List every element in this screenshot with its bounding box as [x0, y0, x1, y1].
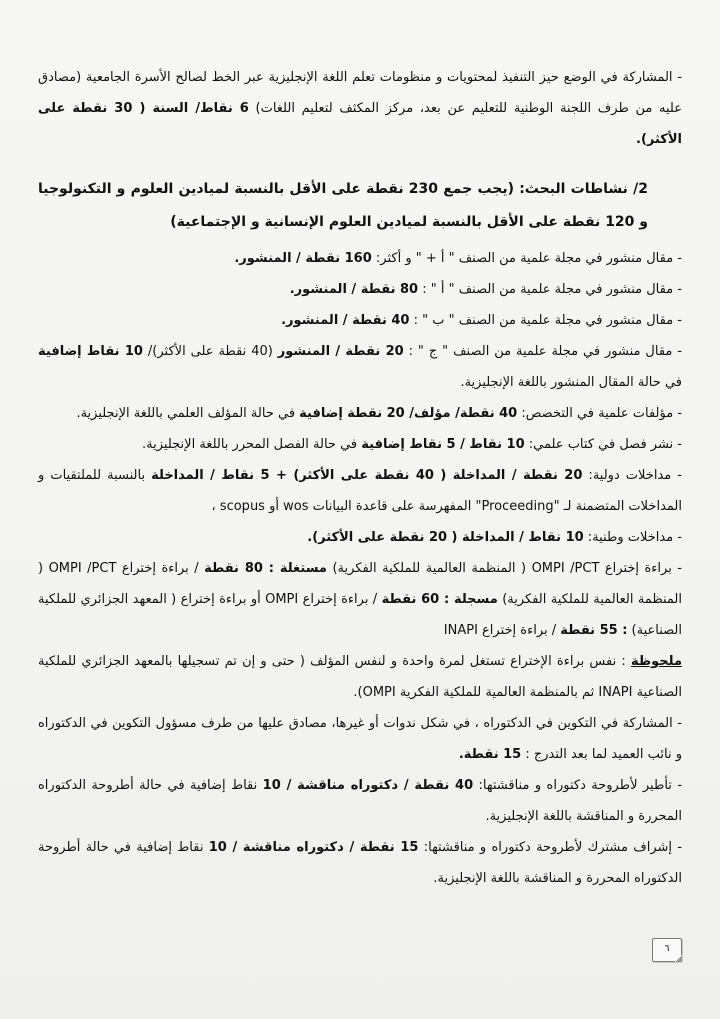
- patent-text: / براءة إختراع OMPI /PCT ( المنظمة العالمية للملكية الفكرية): [38, 561, 682, 607]
- item-points: 40 نقطة / دكتوراه مناقشة / 10: [262, 778, 474, 793]
- item-tail: نقاط إضافية في حالة أطروحة الدكتوراه المحررة و المناقشة باللغة الإنجليزية.: [38, 778, 682, 824]
- item-points: 15 نقطة / دكتوراه مناقشة / 10: [208, 840, 419, 855]
- item-label: - إشراف مشترك لأطروحة دكتوراه و مناقشتها:: [418, 840, 682, 855]
- item-points: 10 نقاط / 5 نقاط إضافية: [361, 437, 525, 452]
- patent-status: مسجلة: [453, 592, 498, 607]
- document-body: [38, 62, 682, 894]
- section-title: نشاطات البحث: (يجب جمع 230 نقطة على الأقل بالنسبة لميادين العلوم و التكنولوجيا و 120 نقطة على الأقل بالنسبة لميادين العلوم الإنسانية و الإجتماعية): [38, 181, 648, 230]
- item-article-c: [38, 336, 682, 398]
- note-text: : نفس براءة الإختراع تستغل لمرة واحدة و لنفس المؤلف ( حتى و إن تم تسجيلها بالمعهد الجزائري للملكية الصناعية INAPI ثم بالمنظمة العالمية للملكية الفكرية OMPI).: [38, 654, 682, 700]
- item-max: ( 40 نقطة على الأكثر): [286, 468, 453, 483]
- patent-points: : 60 نقطة: [381, 592, 454, 607]
- item-extra-points: + 5 نقاط / المداخلة: [151, 468, 287, 483]
- item-book-chapter: [38, 429, 682, 460]
- note-patent: [38, 646, 682, 708]
- page-number: ٦: [652, 938, 682, 962]
- points-language-platforms: 6 نقاط/ السنة ( 30 نقطة على الأكثر).: [38, 101, 682, 147]
- item-international-talks: [38, 460, 682, 522]
- paragraph-language-platforms: [38, 62, 682, 155]
- item-extra-points: 10 نقاط إضافية: [38, 344, 143, 359]
- item-national-talks: [38, 522, 682, 553]
- item-article-b: [38, 305, 682, 336]
- text-language-platforms: - المشاركة في الوضع حيز التنفيذ لمحتويات و منظومات تعلم اللغة الإنجليزية عبر الخط لصالح الأسرة الجامعية (مصادق عليه من طرف اللجنة الوطنية للتعليم عن بعد، مركز المكثف لتعليم اللغات): [38, 70, 682, 116]
- item-label: - تأطير لأطروحة دكتوراه و مناقشتها:: [473, 778, 683, 793]
- item-points: 20 نقطة / المداخلة: [452, 468, 583, 483]
- item-label: - المشاركة في التكوين في الدكتوراه ، في شكل ندوات أو غيرها، مصادق عليها من طرف مسؤول التكوين في الدكتوراه و نائب العميد لما بعد التدرج :: [38, 716, 682, 762]
- item-points: 15 نقطة.: [458, 747, 522, 762]
- patent-status: مستغلة: [279, 561, 327, 576]
- item-label: - مقال منشور في مجلة علمية من الصنف " ب " :: [409, 313, 682, 328]
- item-label: - مقال منشور في مجلة علمية من الصنف " ج " :: [403, 344, 682, 359]
- section-heading-research: [38, 173, 682, 239]
- item-thesis-cosupervision: [38, 832, 682, 894]
- item-doctoral-training: [38, 708, 682, 770]
- item-points: 10 نقاط / المداخلة ( 20 نقطة على الأكثر).: [307, 530, 584, 545]
- item-points: 160 نقطة / المنشور.: [234, 251, 372, 266]
- item-label: - مقال منشور في مجلة علمية من الصنف " أ " :: [418, 282, 682, 297]
- item-label: - مداخلات وطنية:: [583, 530, 682, 545]
- item-points: 20 نقطة / المنشور: [277, 344, 404, 359]
- section-number: 2/: [633, 181, 648, 197]
- item-tail: نقاط إضافية في حالة أطروحة الدكتوراه المحررة و المناقشة باللغة الإنجليزية.: [38, 840, 682, 886]
- item-points: 40 نقطة/ مؤلف/ 20 نقطة إضافية: [299, 406, 518, 421]
- item-label: - مداخلات دولية:: [582, 468, 682, 483]
- patent-points: : 55 نقطة: [560, 623, 628, 638]
- item-points: 40 نقطة / المنشور.: [281, 313, 410, 328]
- item-tail: في حالة المؤلف العلمي باللغة الإنجليزية.: [76, 406, 300, 421]
- patent-points: : 80 نقطة: [204, 561, 280, 576]
- item-tail: بالنسبة للملتقيات و المداخلات المتضمنة لـ "Proceeding" المفهرسة على قاعدة البيانات wos أو scopus ،: [38, 468, 682, 514]
- item-label: - مقال منشور في مجلة علمية من الصنف " أ + " و أكثر:: [371, 251, 682, 266]
- item-article-a-plus: [38, 243, 682, 274]
- item-article-a: [38, 274, 682, 305]
- patent-text: - براءة إختراع OMPI /PCT ( المنظمة العالمية للملكية الفكرية): [326, 561, 682, 576]
- patent-text: / براءة إختراع INAPI: [443, 623, 561, 638]
- item-label: - نشر فصل في كتاب علمي:: [524, 437, 682, 452]
- patent-text: / براءة إختراع OMPI أو براءة إختراع ( المعهد الجزائري للملكية الصناعية): [38, 592, 682, 638]
- item-tail: في حالة الفصل المحرر باللغة الإنجليزية.: [142, 437, 362, 452]
- item-label: - مؤلفات علمية في التخصص:: [517, 406, 682, 421]
- item-max: (40 نقطة على الأكثر)/: [142, 344, 278, 359]
- item-patents: [38, 553, 682, 646]
- item-thesis-supervision: [38, 770, 682, 832]
- item-points: 80 نقطة / المنشور.: [289, 282, 419, 297]
- note-label: ملحوظة: [630, 654, 682, 669]
- item-tail: في حالة المقال المنشور باللغة الإنجليزية.: [460, 375, 682, 390]
- item-books: [38, 398, 682, 429]
